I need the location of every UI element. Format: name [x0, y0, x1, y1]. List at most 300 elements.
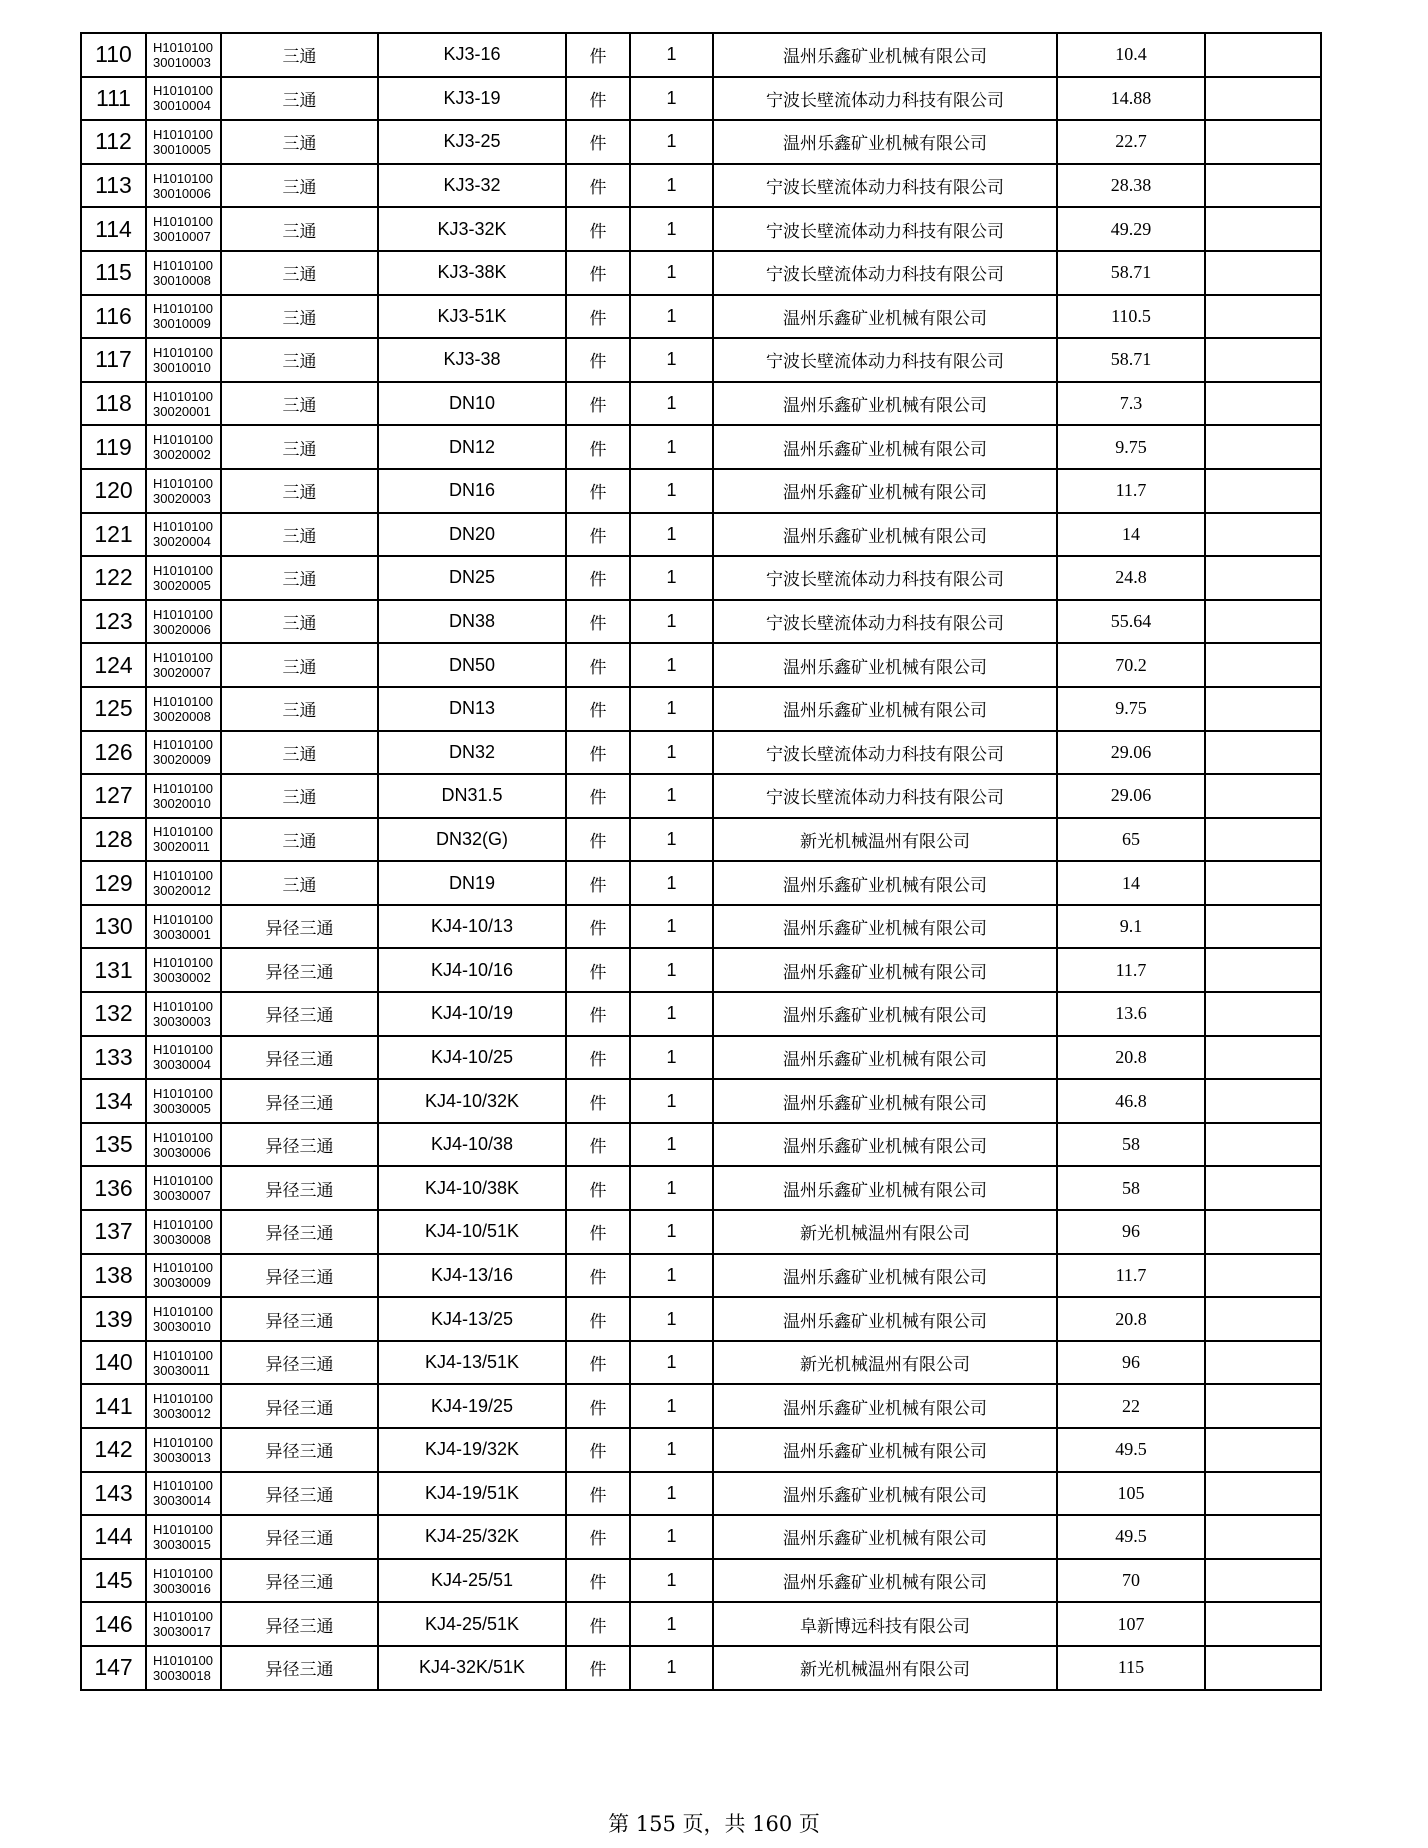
remark: [1205, 120, 1321, 164]
item-name: 三通: [221, 731, 378, 775]
material-code-line2: 30030010: [153, 1319, 211, 1335]
material-code-line2: 30020008: [153, 708, 211, 724]
unit-price: 22.7: [1057, 120, 1205, 164]
item-quantity: 1: [630, 643, 713, 687]
material-code-line1: H1010100: [153, 1434, 213, 1450]
material-code-line2: 30020010: [153, 795, 211, 811]
material-code-line1: H1010100: [153, 257, 213, 273]
material-code-line2: 30010008: [153, 272, 211, 288]
material-code-line2: 30010004: [153, 98, 211, 114]
item-name: 三通: [221, 120, 378, 164]
item-unit: 件: [566, 513, 630, 557]
item-quantity: 1: [630, 1166, 713, 1210]
unit-price: 96: [1057, 1210, 1205, 1254]
material-code-line1: H1010100: [153, 606, 213, 622]
item-name: 三通: [221, 251, 378, 295]
item-spec: KJ4-32K/51K: [378, 1646, 566, 1690]
material-code-line1: H1010100: [153, 475, 213, 491]
unit-price: 11.7: [1057, 469, 1205, 513]
material-code-line1: H1010100: [153, 955, 213, 971]
item-unit: 件: [566, 600, 630, 644]
item-name: 三通: [221, 207, 378, 251]
remark: [1205, 1602, 1321, 1646]
table-row: [81, 295, 1321, 339]
material-code: [146, 1384, 221, 1428]
item-spec: KJ4-10/25: [378, 1036, 566, 1080]
item-name: 异径三通: [221, 1559, 378, 1603]
item-quantity: 1: [630, 861, 713, 905]
unit-price: 24.8: [1057, 556, 1205, 600]
material-code-line1: H1010100: [153, 170, 213, 186]
remark: [1205, 1079, 1321, 1123]
remark: [1205, 1472, 1321, 1516]
material-code: [146, 120, 221, 164]
table-row: [81, 1515, 1321, 1559]
remark: [1205, 295, 1321, 339]
row-number: 145: [81, 1559, 146, 1603]
table-row: [81, 164, 1321, 208]
supplier-name: 温州乐鑫矿业机械有限公司: [713, 425, 1057, 469]
unit-price: 55.64: [1057, 600, 1205, 644]
table-row: [81, 948, 1321, 992]
item-spec: KJ4-19/32K: [378, 1428, 566, 1472]
material-code-line1: H1010100: [153, 39, 213, 55]
item-spec: KJ3-19: [378, 77, 566, 121]
unit-price: 9.1: [1057, 905, 1205, 949]
item-spec: DN31.5: [378, 774, 566, 818]
material-code-line1: H1010100: [153, 1565, 213, 1581]
remark: [1205, 1166, 1321, 1210]
supplier-name: 温州乐鑫矿业机械有限公司: [713, 1079, 1057, 1123]
material-code-line2: 30020003: [153, 490, 211, 506]
supplier-name: 宁波长壁流体动力科技有限公司: [713, 774, 1057, 818]
row-number: 111: [81, 77, 146, 121]
material-code-line1: H1010100: [153, 1347, 213, 1363]
item-name: 异径三通: [221, 1341, 378, 1385]
supplier-name: 温州乐鑫矿业机械有限公司: [713, 643, 1057, 687]
row-number: 121: [81, 513, 146, 557]
table-row: [81, 469, 1321, 513]
material-code: [146, 295, 221, 339]
row-number: 134: [81, 1079, 146, 1123]
row-number: 124: [81, 643, 146, 687]
material-code-line2: 30020001: [153, 403, 211, 419]
item-unit: 件: [566, 164, 630, 208]
item-name: 三通: [221, 818, 378, 862]
material-code: [146, 338, 221, 382]
material-code-line2: 30030002: [153, 970, 211, 986]
row-number: 133: [81, 1036, 146, 1080]
material-code-line2: 30030014: [153, 1493, 211, 1509]
item-quantity: 1: [630, 513, 713, 557]
remark: [1205, 905, 1321, 949]
item-quantity: 1: [630, 295, 713, 339]
item-name: 异径三通: [221, 992, 378, 1036]
unit-price: 14: [1057, 513, 1205, 557]
item-spec: DN19: [378, 861, 566, 905]
material-code: [146, 77, 221, 121]
supplier-name: 宁波长壁流体动力科技有限公司: [713, 164, 1057, 208]
row-number: 146: [81, 1602, 146, 1646]
material-code-line1: H1010100: [153, 519, 213, 535]
material-code: [146, 948, 221, 992]
item-unit: 件: [566, 1036, 630, 1080]
item-unit: 件: [566, 1559, 630, 1603]
unit-price: 49.5: [1057, 1428, 1205, 1472]
unit-price: 49.29: [1057, 207, 1205, 251]
material-code-line1: H1010100: [153, 868, 213, 884]
material-code-line1: H1010100: [153, 301, 213, 317]
material-code-line1: H1010100: [153, 1042, 213, 1058]
material-code: [146, 1210, 221, 1254]
item-spec: DN32: [378, 731, 566, 775]
item-name: 异径三通: [221, 1428, 378, 1472]
row-number: 129: [81, 861, 146, 905]
material-code-line1: H1010100: [153, 214, 213, 230]
item-unit: 件: [566, 120, 630, 164]
unit-price: 70: [1057, 1559, 1205, 1603]
item-name: 异径三通: [221, 1123, 378, 1167]
table-row: [81, 1166, 1321, 1210]
supplier-name: 阜新博远科技有限公司: [713, 1602, 1057, 1646]
material-code-line1: H1010100: [153, 432, 213, 448]
material-code-line1: H1010100: [153, 737, 213, 753]
remark: [1205, 992, 1321, 1036]
material-code: [146, 382, 221, 426]
row-number: 144: [81, 1515, 146, 1559]
material-code-line1: H1010100: [153, 562, 213, 578]
item-unit: 件: [566, 1428, 630, 1472]
item-unit: 件: [566, 33, 630, 77]
table-row: [81, 1254, 1321, 1298]
unit-price: 28.38: [1057, 164, 1205, 208]
item-name: 三通: [221, 382, 378, 426]
item-unit: 件: [566, 1515, 630, 1559]
table-row: [81, 513, 1321, 557]
item-unit: 件: [566, 1384, 630, 1428]
item-spec: DN38: [378, 600, 566, 644]
item-quantity: 1: [630, 1036, 713, 1080]
item-spec: KJ3-32: [378, 164, 566, 208]
table-row: [81, 1079, 1321, 1123]
item-name: 异径三通: [221, 1166, 378, 1210]
item-quantity: 1: [630, 948, 713, 992]
material-code-line2: 30020006: [153, 621, 211, 637]
material-code-line2: 30020004: [153, 534, 211, 550]
supplier-name: 宁波长壁流体动力科技有限公司: [713, 731, 1057, 775]
row-number: 119: [81, 425, 146, 469]
supplier-name: 温州乐鑫矿业机械有限公司: [713, 1515, 1057, 1559]
item-spec: KJ3-38: [378, 338, 566, 382]
unit-price: 58: [1057, 1166, 1205, 1210]
item-spec: KJ4-25/51: [378, 1559, 566, 1603]
row-number: 113: [81, 164, 146, 208]
material-code: [146, 469, 221, 513]
remark: [1205, 1210, 1321, 1254]
table-row: [81, 1428, 1321, 1472]
item-spec: KJ3-32K: [378, 207, 566, 251]
item-quantity: 1: [630, 469, 713, 513]
supplier-name: 温州乐鑫矿业机械有限公司: [713, 1123, 1057, 1167]
item-spec: DN10: [378, 382, 566, 426]
table-row: [81, 643, 1321, 687]
item-name: 三通: [221, 861, 378, 905]
table-row: [81, 905, 1321, 949]
material-code: [146, 1472, 221, 1516]
material-code-line1: H1010100: [153, 1391, 213, 1407]
unit-price: 11.7: [1057, 1254, 1205, 1298]
table-row: [81, 1384, 1321, 1428]
item-name: 异径三通: [221, 1646, 378, 1690]
remark: [1205, 77, 1321, 121]
material-code-line1: H1010100: [153, 998, 213, 1014]
supplier-name: 温州乐鑫矿业机械有限公司: [713, 1559, 1057, 1603]
remark: [1205, 1428, 1321, 1472]
page-footer: 第 155 页，共 160 页: [608, 1812, 820, 1836]
item-quantity: 1: [630, 687, 713, 731]
row-number: 116: [81, 295, 146, 339]
remark: [1205, 469, 1321, 513]
remark: [1205, 207, 1321, 251]
remark: [1205, 382, 1321, 426]
remark: [1205, 556, 1321, 600]
material-code-line2: 30030006: [153, 1144, 211, 1160]
item-unit: 件: [566, 992, 630, 1036]
remark: [1205, 818, 1321, 862]
remark: [1205, 861, 1321, 905]
table-row: [81, 1646, 1321, 1690]
material-code-line1: H1010100: [153, 1260, 213, 1276]
table-row: [81, 1559, 1321, 1603]
row-number: 137: [81, 1210, 146, 1254]
item-quantity: 1: [630, 992, 713, 1036]
row-number: 138: [81, 1254, 146, 1298]
supplier-name: 温州乐鑫矿业机械有限公司: [713, 1166, 1057, 1210]
row-number: 123: [81, 600, 146, 644]
supplier-name: 温州乐鑫矿业机械有限公司: [713, 120, 1057, 164]
material-code: [146, 861, 221, 905]
item-quantity: 1: [630, 1254, 713, 1298]
material-code-line1: H1010100: [153, 126, 213, 142]
unit-price: 20.8: [1057, 1297, 1205, 1341]
table-row: [81, 120, 1321, 164]
row-number: 140: [81, 1341, 146, 1385]
table-row: [81, 600, 1321, 644]
unit-price: 13.6: [1057, 992, 1205, 1036]
item-quantity: 1: [630, 1559, 713, 1603]
supplier-name: 宁波长壁流体动力科技有限公司: [713, 556, 1057, 600]
remark: [1205, 164, 1321, 208]
item-quantity: 1: [630, 1384, 713, 1428]
unit-price: 10.4: [1057, 33, 1205, 77]
item-spec: KJ4-10/51K: [378, 1210, 566, 1254]
item-name: 异径三通: [221, 948, 378, 992]
item-spec: DN25: [378, 556, 566, 600]
table-row: [81, 1123, 1321, 1167]
remark: [1205, 948, 1321, 992]
material-code: [146, 774, 221, 818]
item-quantity: 1: [630, 1428, 713, 1472]
item-quantity: 1: [630, 1079, 713, 1123]
remark: [1205, 1384, 1321, 1428]
material-code: [146, 818, 221, 862]
remark: [1205, 1341, 1321, 1385]
item-name: 异径三通: [221, 1515, 378, 1559]
item-name: 三通: [221, 600, 378, 644]
supplier-name: 新光机械温州有限公司: [713, 818, 1057, 862]
item-spec: DN32(G): [378, 818, 566, 862]
item-unit: 件: [566, 1210, 630, 1254]
row-number: 114: [81, 207, 146, 251]
unit-price: 115: [1057, 1646, 1205, 1690]
remark: [1205, 338, 1321, 382]
remark: [1205, 600, 1321, 644]
item-spec: KJ3-25: [378, 120, 566, 164]
material-code: [146, 643, 221, 687]
material-code-line2: 30020009: [153, 752, 211, 768]
material-code-line2: 30020011: [153, 839, 210, 855]
item-spec: DN16: [378, 469, 566, 513]
item-spec: KJ4-13/51K: [378, 1341, 566, 1385]
item-unit: 件: [566, 425, 630, 469]
item-name: 三通: [221, 164, 378, 208]
supplier-name: 宁波长壁流体动力科技有限公司: [713, 207, 1057, 251]
item-name: 三通: [221, 469, 378, 513]
material-code-line1: H1010100: [153, 1652, 213, 1668]
item-quantity: 1: [630, 1472, 713, 1516]
material-code-line2: 30030009: [153, 1275, 211, 1291]
material-code-line2: 30010006: [153, 185, 211, 201]
material-code: [146, 731, 221, 775]
supplier-name: 新光机械温州有限公司: [713, 1210, 1057, 1254]
item-quantity: 1: [630, 120, 713, 164]
material-code-line1: H1010100: [153, 824, 213, 840]
item-spec: KJ4-19/51K: [378, 1472, 566, 1516]
item-quantity: 1: [630, 1341, 713, 1385]
item-name: 三通: [221, 33, 378, 77]
item-spec: DN12: [378, 425, 566, 469]
material-code-line1: H1010100: [153, 1304, 213, 1320]
unit-price: 58: [1057, 1123, 1205, 1167]
material-code: [146, 1602, 221, 1646]
item-unit: 件: [566, 1341, 630, 1385]
item-name: 异径三通: [221, 1079, 378, 1123]
supplier-name: 温州乐鑫矿业机械有限公司: [713, 861, 1057, 905]
row-number: 122: [81, 556, 146, 600]
row-number: 118: [81, 382, 146, 426]
supplier-name: 温州乐鑫矿业机械有限公司: [713, 382, 1057, 426]
item-name: 三通: [221, 77, 378, 121]
material-code-line1: H1010100: [153, 1173, 213, 1189]
material-code: [146, 992, 221, 1036]
remark: [1205, 251, 1321, 295]
unit-price: 11.7: [1057, 948, 1205, 992]
unit-price: 20.8: [1057, 1036, 1205, 1080]
material-code: [146, 1079, 221, 1123]
material-code: [146, 1166, 221, 1210]
item-unit: 件: [566, 948, 630, 992]
remark: [1205, 1559, 1321, 1603]
row-number: 112: [81, 120, 146, 164]
material-code-line2: 30030004: [153, 1057, 211, 1073]
material-code-line1: H1010100: [153, 83, 213, 99]
item-unit: 件: [566, 1602, 630, 1646]
material-code: [146, 207, 221, 251]
material-code-line1: H1010100: [153, 388, 213, 404]
unit-price: 105: [1057, 1472, 1205, 1516]
material-code-line2: 30010007: [153, 229, 211, 245]
material-code-line1: H1010100: [153, 650, 213, 666]
material-code-line2: 30020012: [153, 883, 211, 899]
item-quantity: 1: [630, 425, 713, 469]
item-unit: 件: [566, 207, 630, 251]
item-name: 异径三通: [221, 1297, 378, 1341]
remark: [1205, 643, 1321, 687]
unit-price: 14: [1057, 861, 1205, 905]
item-quantity: 1: [630, 905, 713, 949]
unit-price: 29.06: [1057, 774, 1205, 818]
item-quantity: 1: [630, 1602, 713, 1646]
row-number: 125: [81, 687, 146, 731]
material-code: [146, 1036, 221, 1080]
item-name: 异径三通: [221, 1036, 378, 1080]
item-name: 三通: [221, 338, 378, 382]
item-unit: 件: [566, 1472, 630, 1516]
supplier-name: 宁波长壁流体动力科技有限公司: [713, 251, 1057, 295]
item-quantity: 1: [630, 818, 713, 862]
material-code: [146, 1297, 221, 1341]
item-quantity: 1: [630, 1515, 713, 1559]
table-row: [81, 33, 1321, 77]
material-code: [146, 425, 221, 469]
item-unit: 件: [566, 1646, 630, 1690]
row-number: 110: [81, 33, 146, 77]
item-spec: KJ4-25/32K: [378, 1515, 566, 1559]
row-number: 141: [81, 1384, 146, 1428]
item-name: 三通: [221, 295, 378, 339]
unit-price: 46.8: [1057, 1079, 1205, 1123]
material-code: [146, 251, 221, 295]
item-name: 异径三通: [221, 1384, 378, 1428]
unit-price: 107: [1057, 1602, 1205, 1646]
supplier-name: 温州乐鑫矿业机械有限公司: [713, 1428, 1057, 1472]
item-name: 异径三通: [221, 1254, 378, 1298]
unit-price: 9.75: [1057, 425, 1205, 469]
supplier-name: 温州乐鑫矿业机械有限公司: [713, 905, 1057, 949]
material-code: [146, 1254, 221, 1298]
material-code-line1: H1010100: [153, 1086, 213, 1102]
unit-price: 14.88: [1057, 77, 1205, 121]
remark: [1205, 687, 1321, 731]
item-spec: KJ4-10/16: [378, 948, 566, 992]
supplier-name: 温州乐鑫矿业机械有限公司: [713, 1297, 1057, 1341]
item-unit: 件: [566, 687, 630, 731]
item-quantity: 1: [630, 164, 713, 208]
material-code: [146, 164, 221, 208]
supplier-name: 新光机械温州有限公司: [713, 1341, 1057, 1385]
table-row: [81, 1036, 1321, 1080]
unit-price: 65: [1057, 818, 1205, 862]
item-spec: DN50: [378, 643, 566, 687]
table-row: [81, 1341, 1321, 1385]
material-code-line2: 30030018: [153, 1667, 211, 1683]
item-quantity: 1: [630, 556, 713, 600]
material-code: [146, 687, 221, 731]
material-code-line2: 30030005: [153, 1101, 211, 1117]
material-code-line2: 30030012: [153, 1406, 211, 1422]
item-spec: KJ4-13/16: [378, 1254, 566, 1298]
item-unit: 件: [566, 861, 630, 905]
